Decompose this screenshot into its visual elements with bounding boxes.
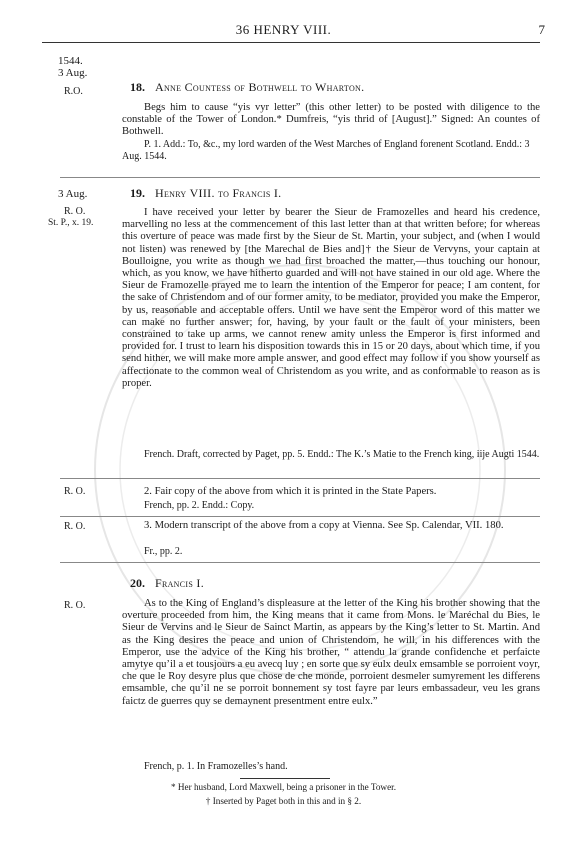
entry-note: French, p. 1. In Framozelles’s hand.	[144, 761, 288, 772]
section-divider	[60, 562, 540, 563]
entry-note: French. Draft, corrected by Paget, pp. 5. Endd.: The K.’s Matie to the French king, iije Augti 1544.	[144, 449, 540, 460]
entry-date: 3 Aug.	[58, 188, 88, 200]
entry-source-ref: St. P., x. 19.	[48, 218, 94, 228]
page-number: 7	[538, 22, 545, 37]
entry-note: P. 1. Add.: To, &c., my lord warden of the West Marches of England forenent Scotland. Endd.: 3 Aug. 1544.	[122, 139, 530, 162]
entry-number: 20.	[130, 576, 145, 590]
entry-title: Henry VIII. to Francis I.	[155, 186, 282, 200]
entry-source: R. O.	[64, 600, 86, 611]
entry-source: R. O.	[64, 206, 86, 217]
running-title: 36 HENRY VIII.	[235, 22, 332, 37]
entry-date: 3 Aug.	[58, 67, 88, 79]
entry-heading	[130, 186, 281, 201]
entry-source: R. O.	[64, 521, 86, 532]
header-rule	[42, 42, 540, 43]
entry-title: Anne Countess of Bothwell to Wharton.	[155, 80, 365, 94]
footnote-dagger: † Inserted by Paget both in this and in § 2.	[205, 796, 362, 806]
entry-body: Begs him to cause “yis vyr letter” (this other letter) to be posted with diligence to the constable of the Tower of London.* Dumfreis, “yis thrid of [August].” Signed: An countes of Bothwell.	[122, 102, 540, 138]
section-divider	[60, 478, 540, 479]
entry-title: Francis I.	[155, 576, 205, 590]
entry-note: Fr., pp. 2.	[144, 546, 183, 557]
entry-year: 1544.	[58, 55, 83, 67]
entry-body: I have received your letter by bearer the Sieur de Framozelles and heard his credence, marvelling no less at the commencement of this last letter than at that written before; for whereas this overture of peace was made first by the Sieur de St. Martin, your subject, and (when I would not listen) was renewed by [the Marechal de Bies and]† the Sieur de Vervyns, your captain at Boulloigne, you write as though we had first broached the matter,—thus touching our honour, which, as you know, we have hitherto guarded and will not have stained in our old age. Where the Sieur de Framozelle prayed me to learn the intention of the Emperor for peace; I am content, for the sake of Christendom and of our former amity, to be mediator, provided you make the Emperor, by us, reasonable and acceptable offers. Until we have sent the Emperor word of this matter we can make no further answer; for, having, by your fault or the fault of your ministers, been constrained to take up arms, we cannot renew amity unless the Emperor is first informed and provided for. I trust to learn his disposition towards this in 15 or 20 days, about which time, if you send hither, we will make more ample answer, and good effect may follow if you show yourself as affectionate to the common weal of Christendom as you write, and as conformable to reason as is proper.	[122, 207, 540, 389]
entry-body: As to the King of England’s displeasure at the letter of the King his brother showing that the overture proceeded from him, the King means that it came from Mons. le Maréchal du Bies, le Sieur de Vervins and le Sieur de Sainct Martin, as appears by the King’s letter to St. Martin. And as the King desires the peace and union of Christendom, he will, in his differences with the Emperor, use the advice of the King his brother, “ attendu la grande confidenche et perfaicte amytye qu’il a et tousjours a eu avecq luy ; en sorte que sy eulx deulx emsamble se porroient voyr, che que le Roy desyre plus que chose de che monde, porroient desmeler sumyrement les differens emsamble, che qu’il ne se porroit bonnement sy tost fayre par leurs embassadeur, veu les grans faictz de guerres quy se demaynent presentment entre eulx.”	[122, 598, 540, 707]
entry-source: R. O.	[64, 486, 86, 497]
entry-source: R.O.	[64, 86, 83, 97]
footnote-rule	[240, 778, 330, 779]
section-divider	[60, 177, 540, 178]
entry-heading	[130, 80, 364, 95]
section-divider	[60, 516, 540, 517]
entry-number: 18.	[130, 80, 145, 94]
footnote-star: * Her husband, Lord Maxwell, being a prisoner in the Tower.	[171, 782, 396, 792]
entry-body: 3. Modern transcript of the above from a copy at Vienna. See Sp. Calendar, VII. 180.	[144, 520, 504, 531]
entry-heading	[130, 576, 204, 591]
entry-number: 19.	[130, 186, 145, 200]
entry-note: French, pp. 2. Endd.: Copy.	[144, 500, 255, 511]
entry-body: 2. Fair copy of the above from which it is printed in the State Papers.	[144, 486, 437, 497]
